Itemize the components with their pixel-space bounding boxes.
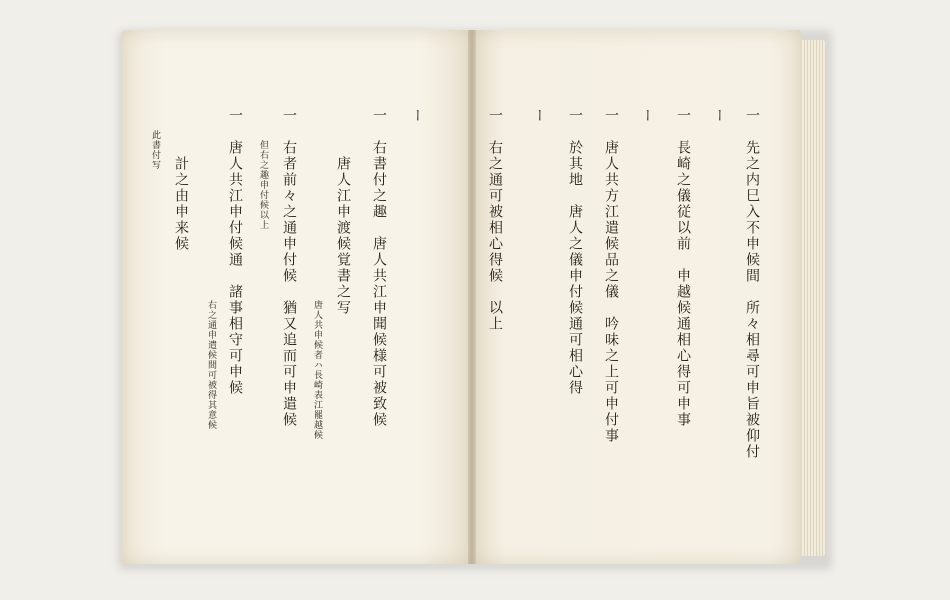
text-column: 一 唐人共方江遣候品之儀 吟味之上可申付事 (603, 108, 619, 444)
text-column: 一 於其地 唐人之儀申付候通可相心得 (567, 108, 583, 396)
text-column: 一 先之内巳入不申候間 所々相尋可申旨被仰付 (744, 108, 760, 460)
text-column: ー (409, 108, 425, 124)
text-column: 一 右之通可被相心得候 以上 (487, 108, 503, 332)
page-edges (802, 40, 826, 556)
text-column: ー (639, 108, 655, 124)
annotation-column: 右之通申遣候間可被得其意候 (206, 300, 216, 430)
text-column: 一 長崎之儀従以前 申越候通相心得可申事 (675, 108, 691, 428)
text-column: 計之由申来候 (173, 108, 189, 252)
text-column: 唐人江申渡候覚書之写 (335, 108, 351, 316)
text-column: ー (711, 108, 727, 124)
text-column: 一 右書付之趣 唐人共江申聞候様可被致候 (371, 108, 387, 428)
text-column: 一 右者前々之通申付候 猶又追而可申遣候 (281, 108, 297, 428)
text-column: ー (531, 108, 547, 124)
book-gutter (468, 30, 476, 564)
annotation-column: 但右之趣申付候以上 (258, 140, 268, 230)
annotation-column: 此書付写 (150, 130, 160, 170)
annotation-column: 唐人共申候者ハ長崎表江罷越候 (312, 300, 322, 440)
text-column: 一 唐人共江申付候通 諸事相守可申候 (227, 108, 243, 396)
